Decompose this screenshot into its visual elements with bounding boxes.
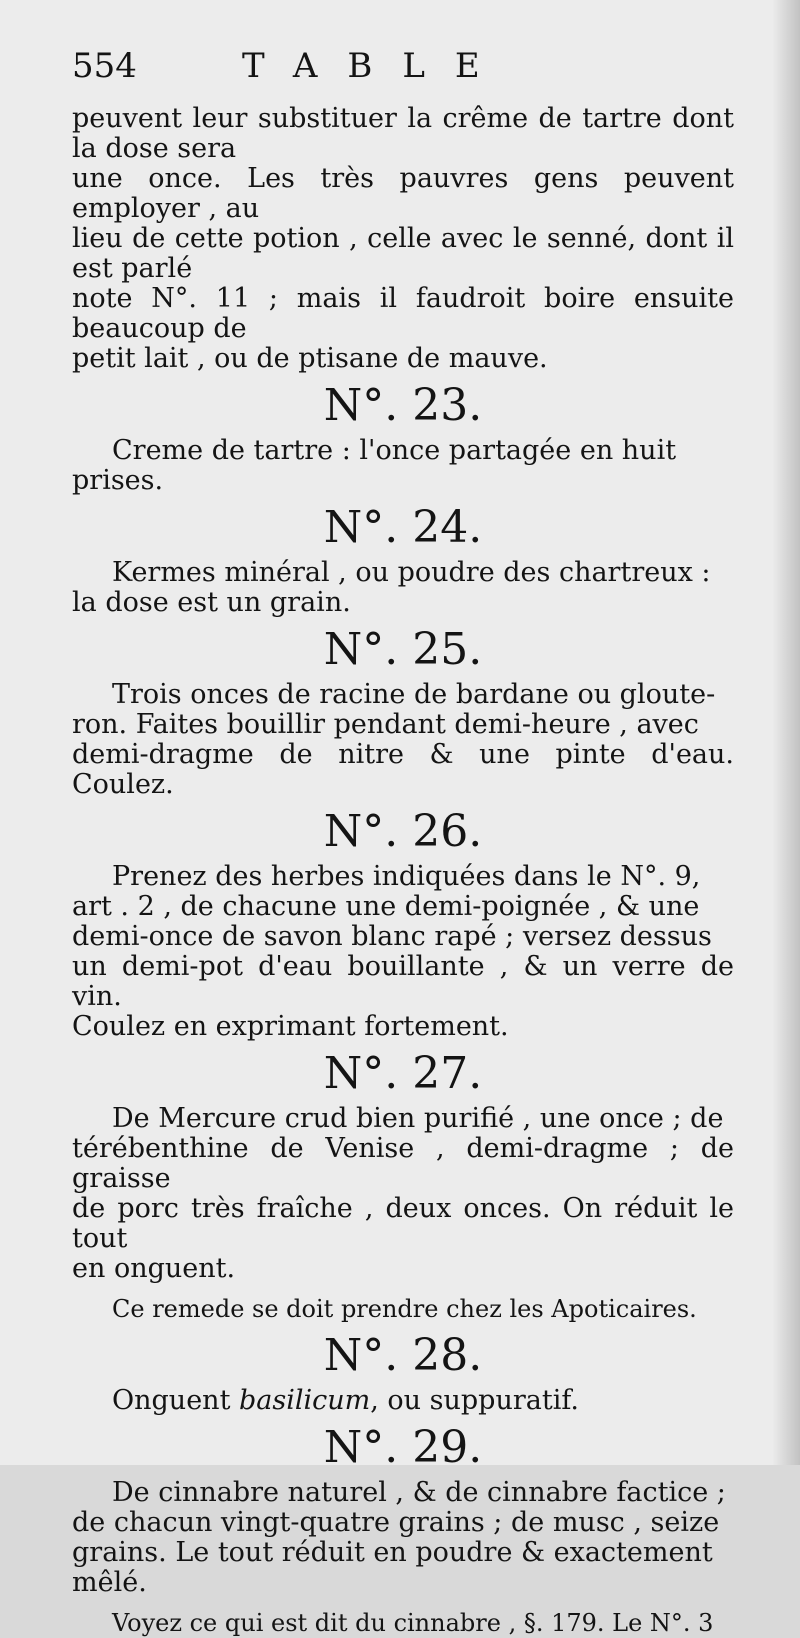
section-27: [72, 1046, 734, 1324]
section-heading: N°. 25.: [323, 624, 483, 675]
section-24: [72, 500, 734, 618]
text-line: De Mercure crud bien purifié , une once ; de: [112, 1103, 724, 1134]
section-heading: N°. 23.: [323, 380, 483, 431]
text-line: térébenthine de Venise , demi-dragme ; de graisse: [72, 1133, 734, 1194]
text-line: note N°. 11 ; mais il faudroit boire ensuite beaucoup de: [72, 283, 734, 344]
section-25: [72, 622, 734, 800]
section-23: [72, 378, 734, 496]
text-block: [72, 46, 734, 1638]
text-line: demi-once de savon blanc rapé ; versez dessus: [72, 921, 712, 952]
running-head: [72, 46, 734, 104]
text-line: une once. Les très pauvres gens peuvent employer , au: [72, 163, 734, 224]
text-line: ron. Faites bouillir pendant demi-heure , avec: [72, 709, 699, 740]
text-line: la dose est un grain.: [72, 587, 351, 618]
text-line: [72, 1386, 734, 1416]
text-line: Trois onces de racine de bardane ou gloute-: [112, 679, 716, 710]
text-line: en onguent.: [72, 1253, 236, 1284]
text-line: petit lait , ou de ptisane de mauve.: [72, 343, 548, 374]
text-line: art . 2 , de chacune une demi-poignée , & une: [72, 891, 700, 922]
text-line: mêlé.: [72, 1567, 147, 1598]
text-fragment: , ou suppuratif.: [370, 1385, 579, 1416]
section-heading: N°. 26.: [323, 806, 483, 857]
section-26: [72, 804, 734, 1042]
section-note: Voyez ce qui est dit du cinnabre , §. 179. Le N°. 3: [112, 1609, 714, 1637]
text-line: Prenez des herbes indiquées dans le N°. 9,: [112, 861, 701, 892]
text-line: de chacun vingt-quatre grains ; de musc , seize: [72, 1507, 720, 1538]
page-number: 554: [72, 46, 137, 86]
text-line: un demi-pot d'eau bouillante , & un verre de vin.: [72, 951, 734, 1012]
text-line: De cinnabre naturel , & de cinnabre factice ;: [112, 1477, 726, 1508]
text-line: prises.: [72, 465, 164, 496]
text-fragment: Onguent: [112, 1385, 239, 1416]
section-note: Ce remede se doit prendre chez les Apoticaires.: [112, 1295, 697, 1323]
text-line: demi-dragme de nitre & une pinte d'eau. Coulez.: [72, 739, 734, 800]
italic-term: basilicum: [239, 1385, 371, 1416]
intro-paragraph: [72, 104, 734, 374]
section-heading: N°. 28.: [323, 1330, 483, 1381]
text-line: Coulez en exprimant fortement.: [72, 1011, 509, 1042]
text-line: lieu de cette potion , celle avec le senné, dont il est parlé: [72, 223, 734, 284]
running-title: TABLE: [242, 46, 510, 86]
text-line: peuvent leur substituer la crême de tartre dont la dose sera: [72, 103, 734, 164]
text-line: de porc très fraîche , deux onces. On réduit le tout: [72, 1193, 734, 1254]
text-line: Creme de tartre : l'once partagée en huit: [112, 435, 677, 466]
text-line: Kermes minéral , ou poudre des chartreux :: [112, 557, 711, 588]
section-heading: N°. 24.: [323, 502, 483, 553]
section-28: [72, 1328, 734, 1416]
section-heading: N°. 29.: [323, 1422, 483, 1473]
section-heading: N°. 27.: [323, 1048, 483, 1099]
text-line: grains. Le tout réduit en poudre & exactement: [72, 1537, 713, 1568]
section-29: [72, 1420, 734, 1638]
